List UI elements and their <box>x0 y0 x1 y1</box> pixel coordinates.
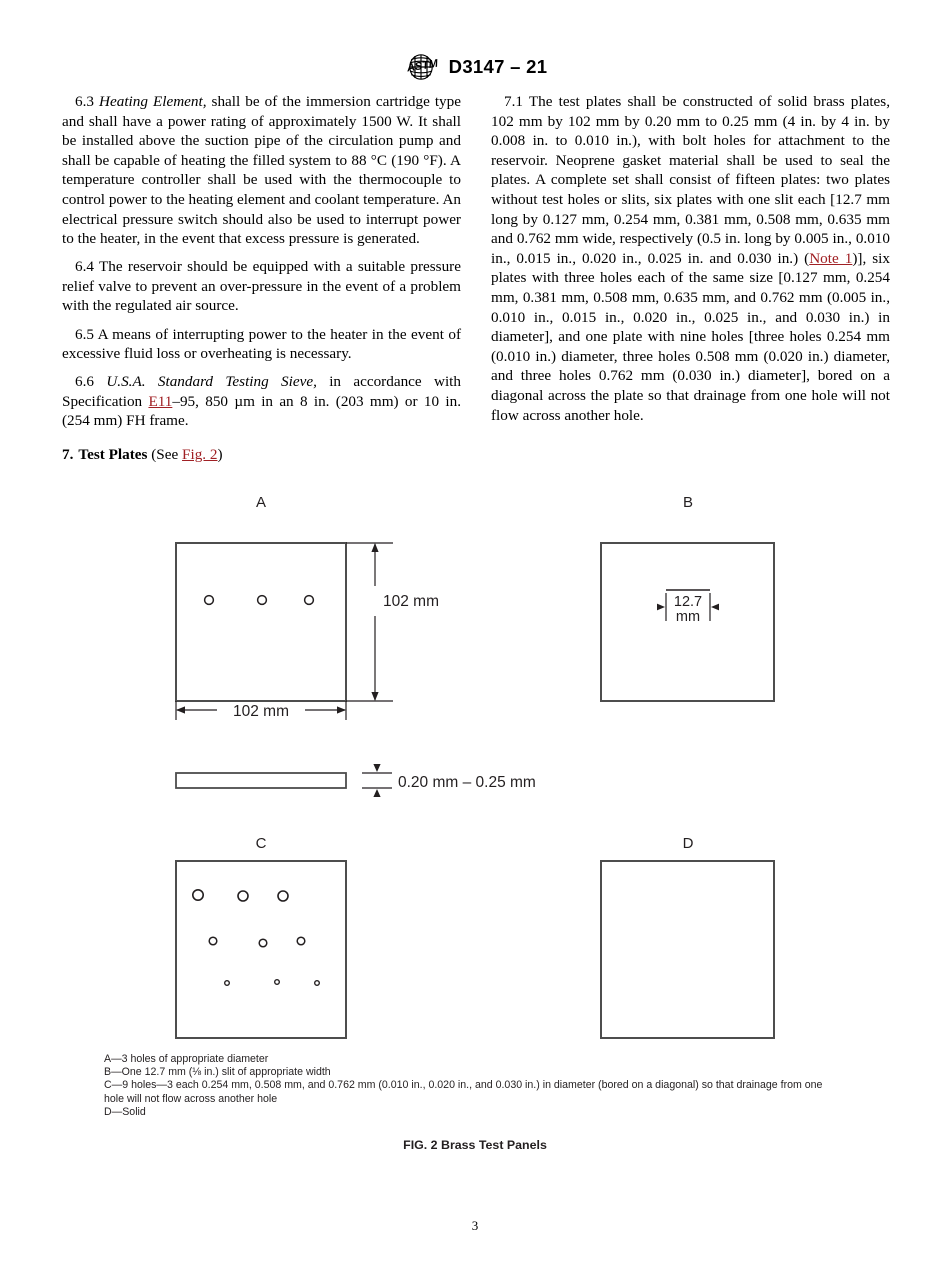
thickness-dimension <box>362 773 392 788</box>
dimension-arrow-down-icon <box>371 692 378 701</box>
panel-a-height-value: 102 mm <box>383 593 439 610</box>
panel-a-hole <box>258 596 267 605</box>
panel-d-plate <box>601 861 774 1038</box>
astm-logo-icon <box>403 54 439 80</box>
paragraph-6-6 <box>62 372 461 431</box>
panel-c-label: C <box>255 835 267 852</box>
panel-c-hole-small <box>315 981 320 986</box>
link-note-1[interactable]: Note 1 <box>809 249 853 267</box>
panel-c-hole-small <box>225 981 230 986</box>
dimension-arrow-right-icon <box>337 706 346 713</box>
panel-c-hole-small <box>275 980 280 985</box>
paragraph-6-5 <box>62 325 461 364</box>
legend-line-c: C—9 holes—3 each 0.254 mm, 0.508 mm, and 0.762 mm (0.010 in., 0.020 in., and 0.030 in.) in diameter (bored on a diagonal) so that drainage from one hole will not flow across another hole <box>104 1079 823 1105</box>
panel-b-label: B <box>682 494 694 511</box>
panel-a-label: A <box>255 494 267 511</box>
page-header <box>0 50 950 84</box>
paragraph-6-4 <box>62 257 461 316</box>
paragraph-7-1 <box>491 92 890 425</box>
panel-c-plate <box>176 861 346 1038</box>
panel-d-label: D <box>682 835 694 852</box>
panel-b-slit-unit: mm <box>675 609 701 625</box>
thickness-value: 0.20 mm – 0.25 mm <box>398 774 536 791</box>
right-column <box>491 92 890 465</box>
panel-a-hole <box>305 596 314 605</box>
panel-c-hole-medium <box>209 937 217 945</box>
para-text-6-6-after: –95, 850 µm in an 8 in. (203 mm) or 10 in. (254 mm) FH frame. <box>62 392 461 430</box>
figure-legend <box>104 1053 824 1119</box>
panel-a-height-dimension <box>346 543 393 701</box>
section-see-text: (See <box>147 446 183 463</box>
para-italic-lead-6-6: U.S.A. Standard Testing Sieve, <box>106 373 317 391</box>
link-fig-2[interactable]: Fig. 2 <box>182 446 218 463</box>
page-number: 3 <box>471 1218 479 1233</box>
plate-edge-view <box>176 773 346 788</box>
panel-a-plate <box>176 543 346 701</box>
section-title-7: Test Plates <box>78 446 148 463</box>
panel-c-hole-large <box>193 890 203 900</box>
standard-designation: D3147 – 21 <box>448 56 548 77</box>
para-text-6-4: The reservoir should be equipped with a suitable pressure relief valve to prevent an over-pressure in the event of a problem with the regulated air source. <box>62 258 461 315</box>
para-text-6-5: A means of interrupting power to the heater in the event of excessive fluid loss or overheating is necessary. <box>62 325 461 363</box>
figure-caption: FIG. 2 Brass Test Panels <box>403 1138 547 1152</box>
dimension-arrow-left-icon <box>176 706 185 713</box>
legend-line-a: A—3 holes of appropriate diameter <box>104 1053 269 1065</box>
paragraph-6-3 <box>62 92 461 249</box>
legend-line-d: D—Solid <box>104 1105 146 1118</box>
dimension-arrow-down-icon <box>373 764 380 772</box>
para-number-7-1: 7.1 <box>504 93 523 110</box>
legend-line-b: B—One 12.7 mm (⅛ in.) slit of appropriate width <box>104 1066 331 1079</box>
left-column <box>62 92 461 465</box>
svg-text:ASTM: ASTM <box>405 57 439 75</box>
section-see-close: ) <box>217 446 223 463</box>
para-number-6-6: 6.6 <box>75 373 94 391</box>
para-number-6-5: 6.5 <box>75 325 94 343</box>
panel-b-slit-value: 12.7 <box>673 594 703 610</box>
para-text-6-3: shall be of the immersion cartridge type and shall have a power rating of approximately 1500 W. It shall be installed above the suction pipe of the circulation pump and shall be capable of heating the filled system to 88 °C (190 °F). A temperature controller shall be used with the thermocouple to control power to the heating element and coolant temperature. An electrical pressure switch should also be used to interrupt power to the heater, in the event that excess pressure is generated. <box>62 93 461 248</box>
panel-c-hole-medium <box>259 939 267 947</box>
panel-a-width-value: 102 mm <box>233 703 289 720</box>
body-columns <box>62 92 890 465</box>
para-italic-lead-6-3: Heating Element, <box>99 93 207 110</box>
para-number-6-3: 6.3 <box>75 93 94 110</box>
panel-c-hole-large <box>238 891 248 901</box>
panel-c-hole-large <box>278 891 288 901</box>
panel-a-hole <box>205 596 214 605</box>
link-specification-e11[interactable]: E11 <box>148 392 173 410</box>
para-text-6-6-before: in accordance with Specification <box>62 373 461 410</box>
para-text-7-1-part2: )], six plates with three holes each of the same size [0.127 mm, 0.254 mm, 0.381 mm, 0.508 mm, 0.635 mm, and 0.762 mm (0.005 in., 0.010 in., 0.015 in., 0.020 in., 0.025 in., and 0.030 in.) in diameter], and one plate with nine holes [three holes 0.254 mm (0.010 in.) diameter, three holes 0.508 mm (0.020 in.) diameter, and three holes 0.762 mm (0.030 in.) diameter], bored on a diagonal across the plate so that drainage from one hole will not flow across another hole. <box>491 249 890 424</box>
dimension-arrow-up-icon <box>371 543 378 552</box>
section-heading-7 <box>62 445 461 465</box>
dimension-arrow-up-icon <box>373 789 380 797</box>
para-number-6-4: 6.4 <box>75 258 94 276</box>
panel-c-hole-medium <box>297 937 305 945</box>
section-number-7: 7. <box>62 446 74 463</box>
para-text-7-1-part1: The test plates shall be constructed of solid brass plates, 102 mm by 102 mm by 0.20 mm to 0.25 mm (4 in. by 4 in. by 0.008 in. to 0.010 in.), with bolt holes for attachment to the reservoir. Neoprene gasket material shall be used to seal the plates. A complete set shall consist of fifteen plates: two plates without test holes or slits, six plates with one slit each [12.7 mm long by 0.127 mm, 0.254 mm, 0.381 mm, 0.508 mm, 0.635 mm and 0.762 mm wide, respectively (0.5 in. long by 0.005 in., 0.010 in., 0.015 in., 0.020 in., 0.025 in. and 0.030 in.) ( <box>491 93 890 267</box>
